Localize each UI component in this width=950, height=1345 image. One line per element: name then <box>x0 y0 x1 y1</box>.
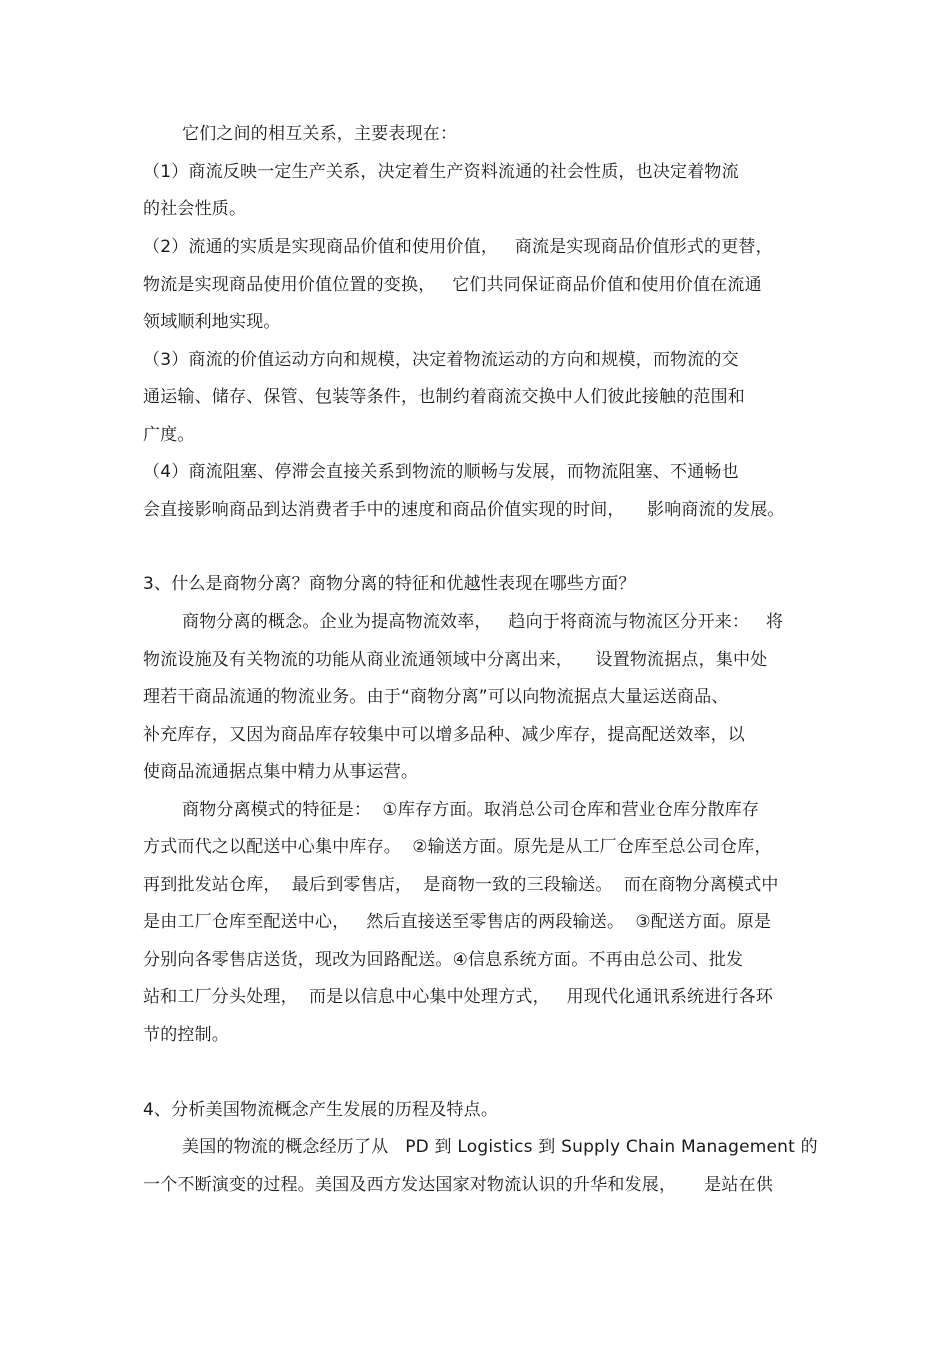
paragraph-line: 补充库存，又因为商品库存较集中可以增多品种、减少库存，提高配送效率，以 <box>143 725 745 745</box>
paragraph-line: 商物分离模式的特征是： ①库存方面。取消总公司仓库和营业仓库分散库存 <box>182 800 760 820</box>
paragraph-line: 理若干商品流通的物流业务。由于“商物分离”可以向物流据点大量运送商品、 <box>143 687 729 707</box>
paragraph-line: （2）流通的实质是实现商品价值和使用价值， 商流是实现商品价值形式的更替， <box>143 237 773 257</box>
paragraph-line: 使商品流通据点集中精力从事运营。 <box>143 762 419 782</box>
paragraph-line: （1）商流反映一定生产关系，决定着生产资料流通的社会性质，也决定着物流 <box>143 162 739 182</box>
paragraph-line: （4）商流阻塞、停滞会直接关系到物流的顺畅与发展，而物流阻塞、不通畅也 <box>143 462 739 482</box>
question-heading: 3、什么是商物分离？商物分离的特征和优越性表现在哪些方面？ <box>143 574 636 594</box>
paragraph-line: 会直接影响商品到达消费者手中的速度和商品价值实现的时间， 影响商流的发展。 <box>143 500 785 520</box>
paragraph-line: 节的控制。 <box>143 1025 229 1045</box>
paragraph-line: 美国的物流的概念经历了从 PD 到 Logistics 到 Supply Chain Management 的 <box>182 1137 818 1157</box>
paragraph-line: 是由工厂仓库至配送中心， 然后直接送至零售店的两段输送。 ③配送方面。原是 <box>143 912 772 932</box>
paragraph-line: 商物分离的概念。企业为提高物流效率， 趋向于将商流与物流区分开来： 将 <box>182 612 784 632</box>
paragraph-line: 一个不断演变的过程。美国及西方发达国家对物流认识的升华和发展， 是站在供 <box>143 1175 774 1195</box>
paragraph-line: 再到批发站仓库， 最后到零售店， 是商物一致的三段输送。 而在商物分离模式中 <box>143 875 779 895</box>
question-heading: 4、分析美国物流概念产生发展的历程及特点。 <box>143 1100 499 1120</box>
paragraph-line: （3）商流的价值运动方向和规模，决定着物流运动的方向和规模，而物流的交 <box>143 350 739 370</box>
paragraph-line: 方式而代之以配送中心集中库存。 ②输送方面。原先是从工厂仓库至总公司仓库， <box>143 837 772 857</box>
paragraph-line: 它们之间的相互关系，主要表现在： <box>182 124 458 144</box>
paragraph-line: 广度。 <box>143 425 195 445</box>
paragraph-line: 通运输、储存、保管、包装等条件，也制约着商流交换中人们彼此接触的范围和 <box>143 387 745 407</box>
paragraph-line: 领域顺利地实现。 <box>143 312 281 332</box>
paragraph-line: 分别向各零售店送货，现改为回路配送。④信息系统方面。不再由总公司、批发 <box>143 950 744 970</box>
paragraph-line: 站和工厂分头处理， 而是以信息中心集中处理方式， 用现代化通讯系统进行各环 <box>143 987 774 1007</box>
paragraph-line: 的社会性质。 <box>143 199 247 219</box>
paragraph-line: 物流是实现商品使用价值位置的变换， 它们共同保证商品价值和使用价值在流通 <box>143 275 762 295</box>
paragraph-line: 物流设施及有关物流的功能从商业流通领域中分离出来， 设置物流据点，集中处 <box>143 650 768 670</box>
